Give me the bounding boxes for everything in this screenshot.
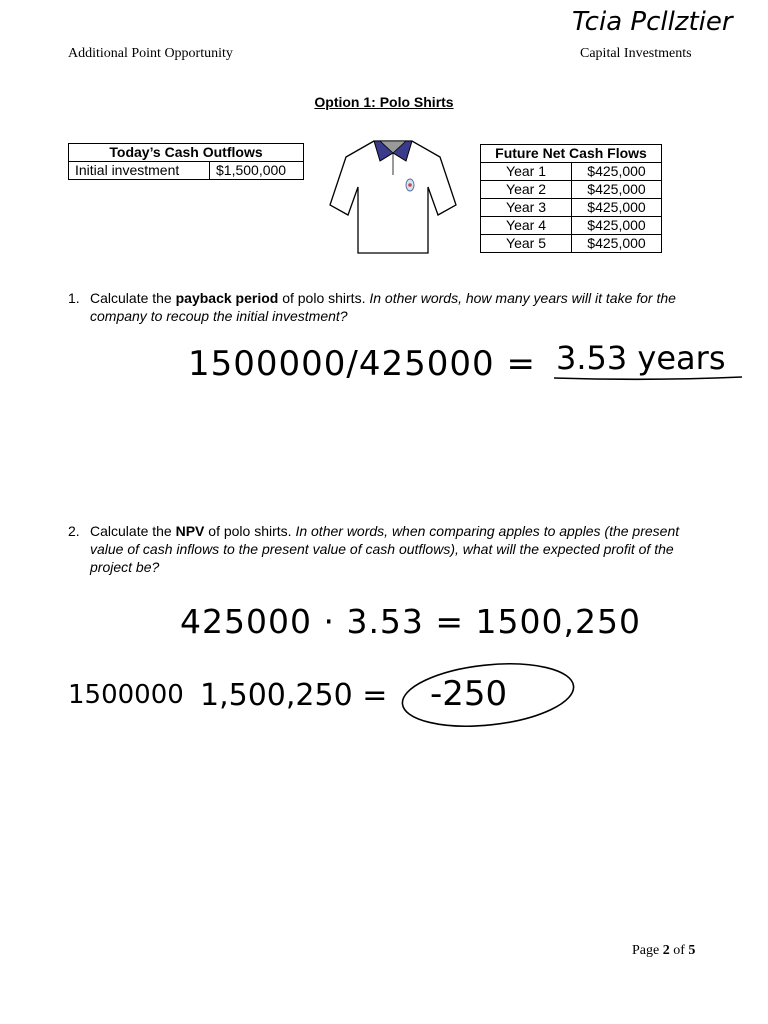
year-value: $425,000 xyxy=(572,163,662,181)
question-mid: of polo shirts. xyxy=(204,523,296,539)
cash-outflows-header: Today’s Cash Outflows xyxy=(69,144,304,162)
table-row xyxy=(69,162,304,180)
question-bold: NPV xyxy=(175,523,205,539)
header-left-text: Additional Point Opportunity xyxy=(68,46,233,61)
table-row xyxy=(481,163,662,181)
year-label: Year 5 xyxy=(481,235,572,253)
cash-outflow-value: $1,500,000 xyxy=(210,162,304,180)
answer1-underline xyxy=(554,377,742,379)
cash-outflows-table xyxy=(68,143,304,180)
year-value: $425,000 xyxy=(572,181,662,199)
answer1-expression: 1500000/425000 = xyxy=(188,344,536,384)
header-right-text: Capital Investments xyxy=(580,46,692,61)
year-label: Year 3 xyxy=(481,199,572,217)
footer-prefix: Page xyxy=(632,943,663,958)
question-number: 2. xyxy=(68,523,80,539)
future-flows-header: Future Net Cash Flows xyxy=(481,145,662,163)
year-label: Year 2 xyxy=(481,181,572,199)
footer-total-pages: 5 xyxy=(688,943,696,958)
handwritten-answer-1 xyxy=(180,335,760,395)
question-2 xyxy=(68,522,708,576)
year-value: $425,000 xyxy=(572,235,662,253)
year-label: Year 4 xyxy=(481,217,572,235)
answer2-line1: 425000 · 3.53 = 1500,250 xyxy=(180,602,642,641)
year-value: $425,000 xyxy=(572,199,662,217)
question-mid: of polo shirts. xyxy=(278,290,370,306)
year-label: Year 1 xyxy=(481,163,572,181)
question-lead: Calculate the xyxy=(90,290,176,306)
table-row xyxy=(481,235,662,253)
polo-shirt-icon xyxy=(328,135,458,257)
handwritten-answer-2 xyxy=(60,595,660,735)
question-italic: In other words, when comparing apples to apples (the present value of cash inflows to the present value of cash outflows), what will the expected profit of the project be? xyxy=(90,523,680,575)
year-value: $425,000 xyxy=(572,217,662,235)
table-row xyxy=(481,199,662,217)
table-row xyxy=(481,217,662,235)
question-1 xyxy=(68,289,708,325)
answer2-line2-left: 1500000 xyxy=(68,680,184,710)
answer2-line2-mid: 1,500,250 = xyxy=(200,678,388,713)
question-bold: payback period xyxy=(175,290,279,306)
question-lead: Calculate the xyxy=(90,523,176,539)
cash-outflow-label: Initial investment xyxy=(69,162,210,180)
question-italic: In other words, how many years will it take for the company to recoup the initial investment? xyxy=(90,290,676,324)
page-footer xyxy=(632,943,695,959)
signature xyxy=(568,0,768,40)
future-cash-flows-table xyxy=(480,144,662,253)
footer-of: of xyxy=(669,943,689,958)
answer2-result: -250 xyxy=(430,674,508,714)
signature-text: Tcia Pcllztier xyxy=(572,7,733,37)
table-row xyxy=(481,181,662,199)
answer1-result: 3.53 years xyxy=(556,339,726,377)
question-number: 1. xyxy=(68,290,80,306)
page-title: Option 1: Polo Shirts xyxy=(314,94,454,110)
footer-page-number: 2 xyxy=(662,943,670,958)
